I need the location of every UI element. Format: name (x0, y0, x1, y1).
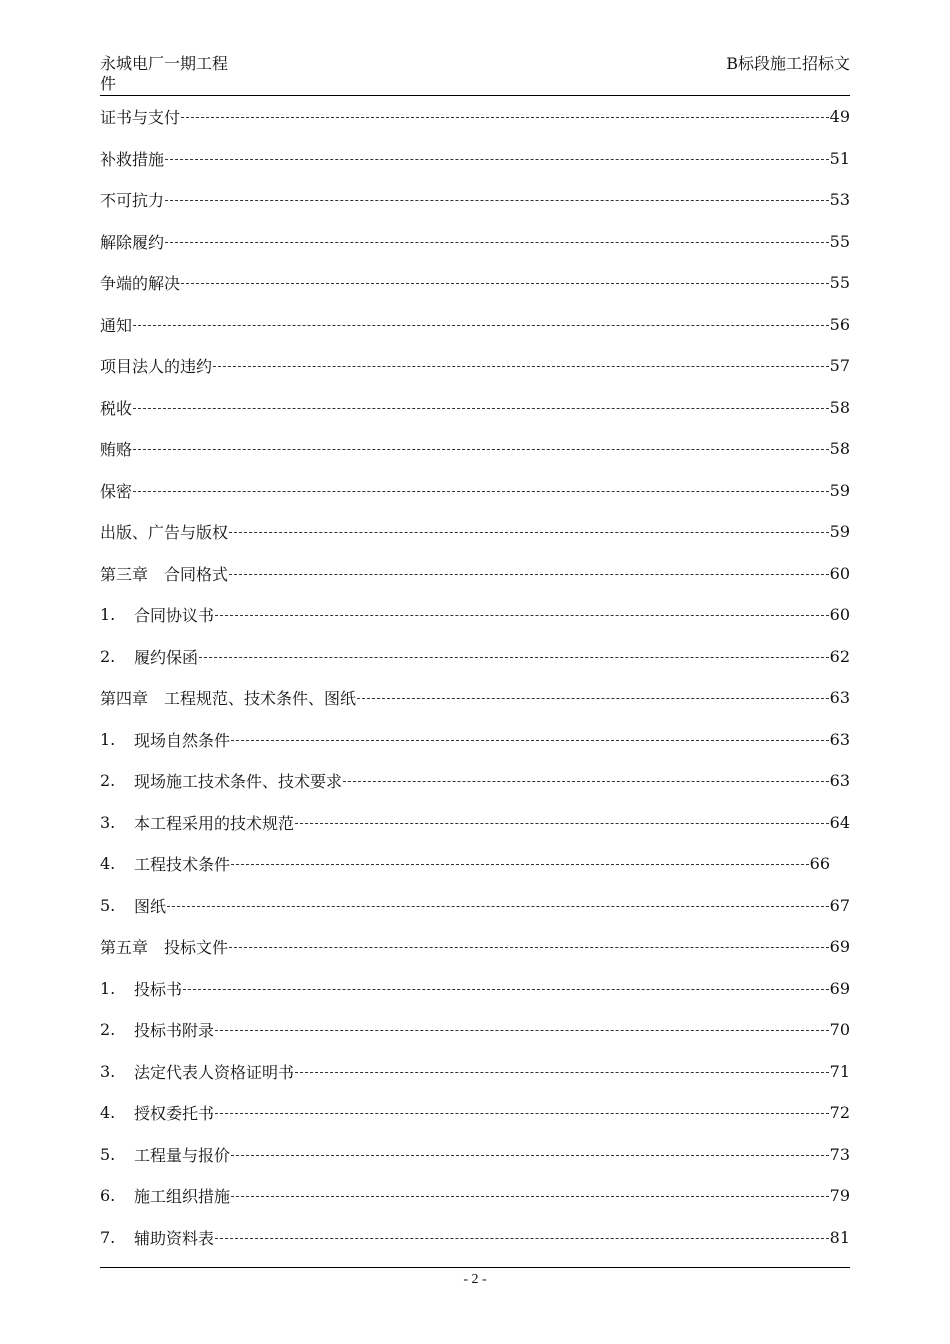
toc-dot-leader (229, 947, 829, 948)
toc-dot-leader (181, 117, 829, 118)
page-number: - 2 - (463, 1272, 487, 1287)
toc-entry[interactable] (100, 1175, 850, 1217)
toc-dot-leader (133, 408, 829, 409)
toc-dot-leader (295, 1072, 829, 1073)
toc-entry-page: 58 (829, 439, 850, 459)
toc-entry-page: 60 (829, 605, 850, 625)
toc-entry-page: 64 (829, 812, 850, 832)
toc-entry[interactable] (100, 138, 850, 180)
toc-entry-title: 不可抗力 (100, 191, 165, 211)
toc-entry-number: 1. (100, 978, 116, 998)
toc-dot-leader (133, 491, 829, 492)
toc-entry-number: 4. (100, 1103, 116, 1123)
toc-entry-page: 72 (829, 1103, 850, 1123)
toc-dot-leader (231, 864, 809, 865)
header-project-name (100, 54, 228, 94)
toc-entry-page: 55 (829, 273, 850, 293)
toc-entry-page: 57 (829, 356, 850, 376)
toc-entry-page: 62 (829, 646, 850, 666)
toc-entry-page: 63 (829, 688, 850, 708)
toc-entry[interactable] (100, 428, 850, 470)
toc-dot-leader (181, 283, 829, 284)
toc-entry[interactable] (100, 1217, 850, 1259)
header-section-title: B标段施工招标文 (726, 54, 850, 73)
toc-entry[interactable] (100, 1134, 850, 1176)
toc-entry-title: 履约保函 (134, 647, 199, 667)
toc-entry-title: 第四章 工程规范、技术条件、图纸 (100, 689, 357, 709)
toc-entry-title: 通知 (100, 315, 133, 335)
toc-entry-title: 现场施工技术条件、技术要求 (134, 772, 343, 792)
toc-entry-page: 59 (829, 480, 850, 500)
table-of-contents (100, 96, 850, 1258)
toc-entry-page: 71 (829, 1061, 850, 1081)
toc-entry[interactable] (100, 262, 850, 304)
toc-dot-leader (231, 1155, 829, 1156)
toc-dot-leader (199, 657, 829, 658)
toc-entry-number: 1. (100, 605, 116, 625)
toc-entry[interactable] (100, 760, 850, 802)
toc-entry-number: 5. (100, 895, 116, 915)
toc-entry[interactable] (100, 843, 830, 885)
toc-entry-title: 施工组织措施 (134, 1187, 231, 1207)
toc-entry[interactable] (100, 677, 850, 719)
toc-entry[interactable] (100, 968, 850, 1010)
toc-entry-page: 81 (829, 1227, 850, 1247)
header-project-line1: 永城电厂一期工程 (100, 54, 229, 73)
toc-entry-title: 保密 (100, 481, 133, 501)
toc-dot-leader (295, 823, 829, 824)
toc-entry-page: 49 (829, 107, 850, 127)
toc-dot-leader (165, 200, 829, 201)
toc-entry-page: 70 (829, 1020, 850, 1040)
toc-entry-number: 2. (100, 771, 116, 791)
toc-dot-leader (165, 159, 829, 160)
toc-entry[interactable] (100, 221, 850, 263)
toc-entry-page: 69 (829, 978, 850, 998)
toc-entry-title: 投标书附录 (134, 1021, 215, 1041)
header-project-line2: 件 (100, 74, 117, 93)
toc-entry-title: 项目法人的违约 (100, 357, 213, 377)
toc-entry-page: 58 (829, 397, 850, 417)
toc-dot-leader (231, 1196, 829, 1197)
toc-entry-number: 3. (100, 812, 116, 832)
toc-dot-leader (133, 449, 829, 450)
toc-entry-page: 73 (829, 1144, 850, 1164)
toc-entry[interactable] (100, 304, 850, 346)
toc-entry-number: 7. (100, 1227, 116, 1247)
toc-entry[interactable] (100, 1092, 850, 1134)
toc-entry-title: 工程技术条件 (134, 855, 231, 875)
toc-entry-title: 辅助资料表 (134, 1228, 215, 1248)
toc-entry-number: 1. (100, 729, 116, 749)
toc-entry-page: 63 (829, 771, 850, 791)
toc-entry-page: 69 (829, 937, 850, 957)
toc-entry[interactable] (100, 719, 850, 761)
toc-entry[interactable] (100, 553, 850, 595)
toc-entry-title: 授权委托书 (134, 1104, 215, 1124)
toc-entry-page: 60 (829, 563, 850, 583)
toc-entry-number: 2. (100, 646, 116, 666)
toc-entry[interactable] (100, 179, 850, 221)
toc-dot-leader (213, 366, 829, 367)
toc-dot-leader (343, 781, 829, 782)
toc-entry-title: 补救措施 (100, 149, 165, 169)
toc-dot-leader (165, 242, 829, 243)
toc-entry-page: 56 (829, 314, 850, 334)
toc-dot-leader (231, 740, 829, 741)
toc-entry-number: 2. (100, 1020, 116, 1040)
toc-entry[interactable] (100, 1051, 850, 1093)
toc-entry-title: 解除履约 (100, 232, 165, 252)
toc-dot-leader (357, 698, 829, 699)
toc-dot-leader (229, 574, 829, 575)
toc-entry-title: 投标书 (134, 979, 183, 999)
toc-entry[interactable] (100, 470, 850, 512)
toc-entry-title: 争端的解决 (100, 274, 181, 294)
toc-entry-title: 法定代表人资格证明书 (134, 1062, 295, 1082)
toc-entry[interactable] (100, 387, 850, 429)
toc-dot-leader (215, 1030, 829, 1031)
toc-entry-page: 63 (829, 729, 850, 749)
toc-entry-title: 贿赂 (100, 440, 133, 460)
toc-entry-title: 第三章 合同格式 (100, 564, 229, 584)
toc-dot-leader (133, 325, 829, 326)
toc-entry-page: 67 (829, 895, 850, 915)
toc-entry-title: 工程量与报价 (134, 1145, 231, 1165)
toc-entry[interactable] (100, 96, 850, 138)
toc-entry-number: 4. (100, 854, 116, 874)
toc-dot-leader (215, 1238, 829, 1239)
toc-entry-page: 66 (809, 854, 830, 874)
toc-dot-leader (215, 1113, 829, 1114)
toc-entry[interactable] (100, 926, 850, 968)
toc-entry-title: 图纸 (134, 896, 167, 916)
toc-dot-leader (167, 906, 829, 907)
toc-entry-page: 53 (829, 190, 850, 210)
toc-entry-page: 59 (829, 522, 850, 542)
toc-entry-number: 3. (100, 1061, 116, 1081)
toc-entry-page: 79 (829, 1186, 850, 1206)
toc-entry-page: 51 (829, 148, 850, 168)
toc-dot-leader (215, 615, 829, 616)
toc-entry-number: 5. (100, 1144, 116, 1164)
toc-dot-leader (229, 532, 829, 533)
toc-entry-title: 证书与支付 (100, 108, 181, 128)
toc-entry-title: 第五章 投标文件 (100, 938, 229, 958)
toc-entry[interactable] (100, 802, 850, 844)
toc-entry[interactable] (100, 594, 850, 636)
toc-dot-leader (183, 989, 829, 990)
toc-entry-number: 6. (100, 1186, 116, 1206)
footer-divider (100, 1267, 850, 1268)
toc-entry[interactable] (100, 345, 850, 387)
toc-entry[interactable] (100, 1009, 850, 1051)
toc-entry-title: 合同协议书 (134, 606, 215, 626)
toc-entry[interactable] (100, 885, 850, 927)
toc-entry-title: 现场自然条件 (134, 730, 231, 750)
toc-entry-page: 55 (829, 231, 850, 251)
toc-entry[interactable] (100, 636, 850, 678)
toc-entry-title: 本工程采用的技术规范 (134, 813, 295, 833)
toc-entry-title: 出版、广告与版权 (100, 523, 229, 543)
toc-entry-title: 税收 (100, 398, 133, 418)
toc-entry[interactable] (100, 511, 850, 553)
